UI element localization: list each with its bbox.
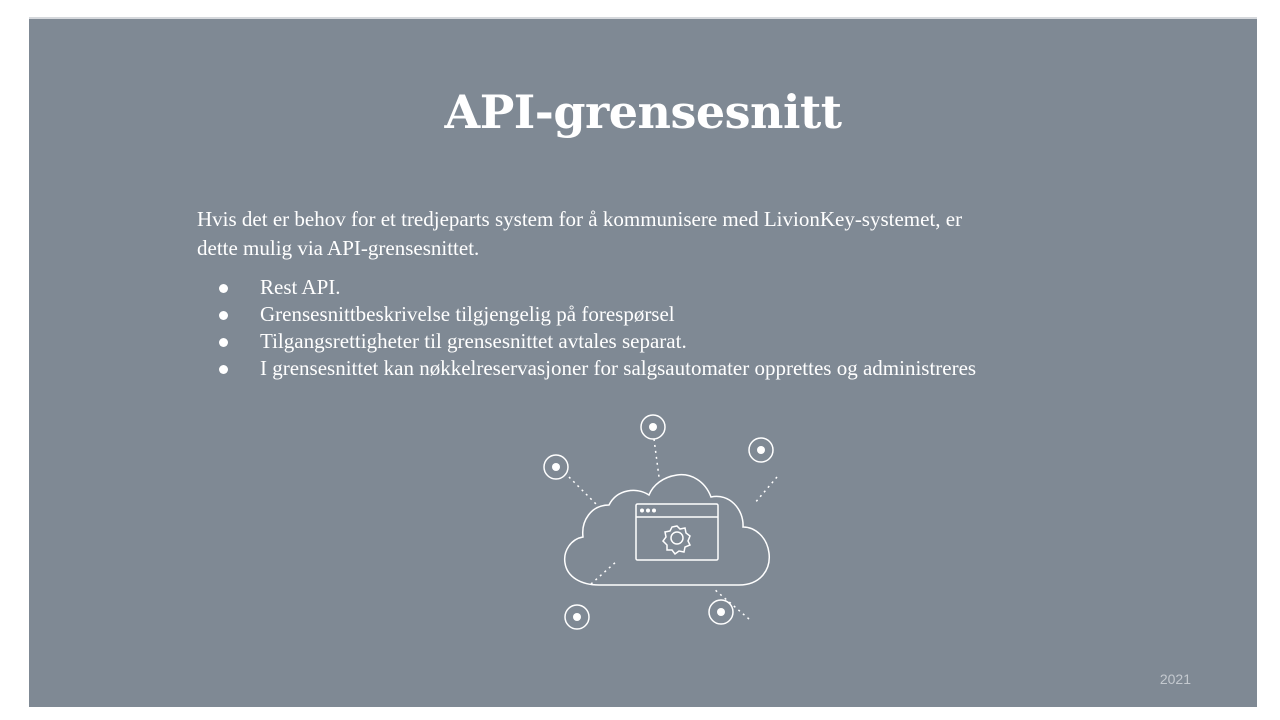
- footer-year: 2021: [1159, 671, 1191, 687]
- intro-paragraph: Hvis det er behov for et tredjeparts system for å kommunisere med LivionKey-systemet, er dette mulig via API-grensesnittet.: [197, 207, 963, 260]
- cloud-icon: [565, 475, 770, 585]
- slide: [29, 17, 1257, 707]
- bullet-list: [197, 274, 977, 382]
- slide-title: API-grensesnitt: [444, 85, 842, 139]
- network-node-right-top: [741, 435, 781, 475]
- network-node-right-bottom: [701, 597, 741, 637]
- bullet-item: Tilgangsrettigheter til grensesnittet avtales separat.: [197, 328, 977, 355]
- bullet-item: I grensesnittet kan nøkkelreservasjoner for salgsautomater opprettes og administreres: [197, 355, 977, 382]
- bullet-item: Rest API.: [197, 274, 977, 301]
- bullet-item: Grensesnittbeskrivelse tilgjengelig på forespørsel: [197, 301, 977, 328]
- gear-icon: [663, 526, 690, 554]
